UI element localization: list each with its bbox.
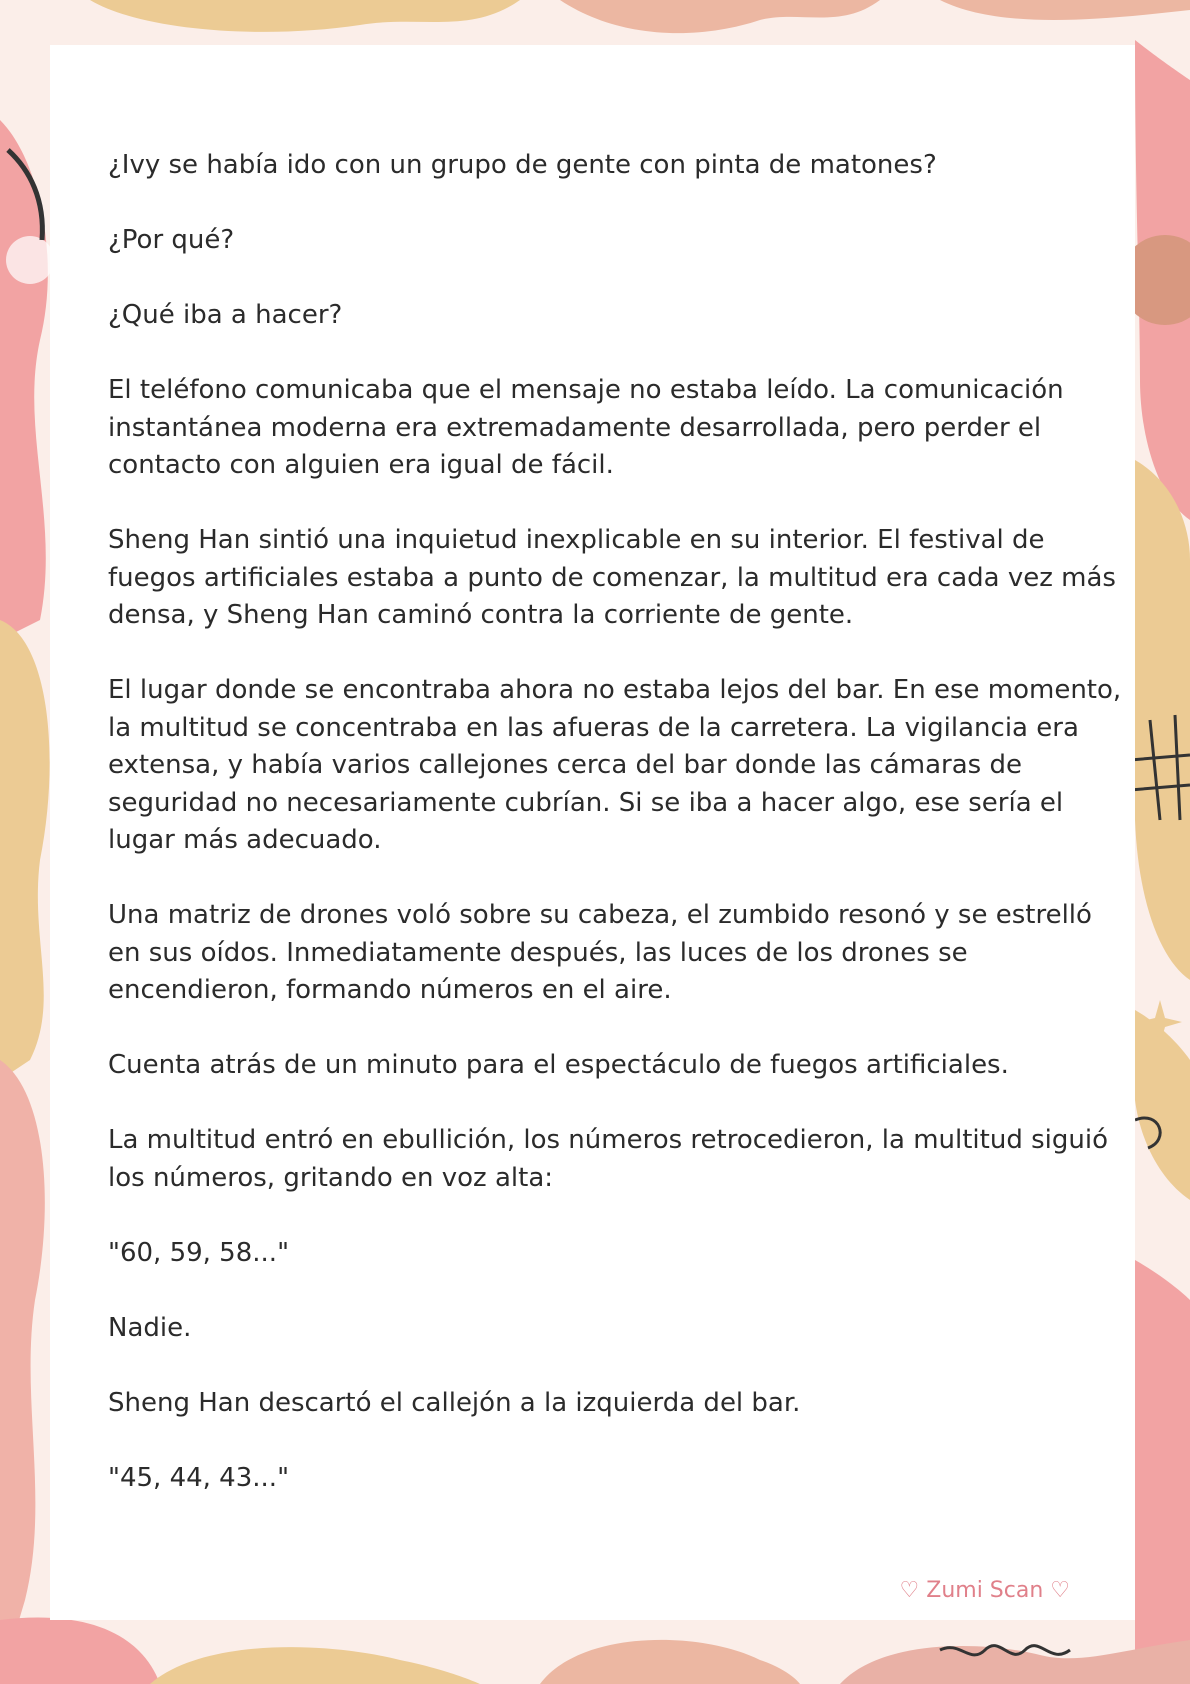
- top-peach-blob: [560, 0, 880, 33]
- scanlation-signature: ♡ Zumi Scan ♡: [899, 1578, 1070, 1603]
- left-peach-blob: [0, 1060, 45, 1684]
- paragraph: ¿Qué iba a hacer?: [108, 300, 343, 330]
- bottom-sand-blob: [150, 1647, 480, 1684]
- right-pink-blob-2: [1135, 1260, 1190, 1684]
- paragraph: Cuenta atrás de un minuto para el espectáculo de fuegos artificiales.: [108, 1050, 1009, 1080]
- right-sand-blob: [1135, 460, 1190, 980]
- paragraph: "45, 44, 43...": [108, 1462, 290, 1493]
- document-page: [50, 45, 1135, 1620]
- left-sand-blob: [0, 620, 50, 1080]
- paragraph: ¿Ivy se había ido con un grupo de gente con pinta de matones?: [108, 150, 937, 180]
- bottom-left-pink-blob: [0, 1618, 160, 1684]
- paragraph: Sheng Han sintió una inquietud inexplicable en su interior. El festival de fuegos artificiales estaba a punto de comenzar, la multitud era cada vez más densa, y Sheng Han caminó contra la corriente de gente.: [108, 525, 1125, 630]
- top-right-peach-blob: [940, 0, 1190, 20]
- paragraph: Una matriz de drones voló sobre su cabeza, el zumbido resonó y se estrelló en sus oídos. Inmediatamente después, las luces de los drones se encendieron, formando números en el aire.: [108, 900, 1101, 1005]
- bottom-peach-blob: [540, 1640, 800, 1684]
- story-text: [108, 147, 1128, 1535]
- paragraph: "60, 59, 58...": [108, 1237, 290, 1268]
- paragraph: Sheng Han descartó el callejón a la izquierda del bar.: [108, 1387, 801, 1418]
- paragraph: El lugar donde se encontraba ahora no estaba lejos del bar. En ese momento, la multitud se concentraba en las afueras de la carretera. La vigilancia era extensa, y había varios callejones cerca del bar donde las cámaras de seguridad no necesariamente cubrían. Si se iba a hacer algo, ese sería el lugar más adecuado.: [108, 675, 1130, 855]
- top-sand-blob: [90, 0, 520, 32]
- left-pink-blob: [0, 120, 48, 640]
- paragraph: La multitud entró en ebullición, los números retrocedieron, la multitud siguió los números, gritando en voz alta:: [108, 1125, 1117, 1193]
- paragraph: El teléfono comunicaba que el mensaje no estaba leído. La comunicación instantánea moderna era extremadamente desarrollada, pero perder el contacto con alguien era igual de fácil.: [108, 375, 1072, 480]
- paragraph: ¿Por qué?: [108, 225, 235, 255]
- right-sand-blob-2: [1135, 1010, 1190, 1200]
- left-white-circle: [6, 236, 54, 284]
- paragraph: Nadie.: [108, 1312, 192, 1343]
